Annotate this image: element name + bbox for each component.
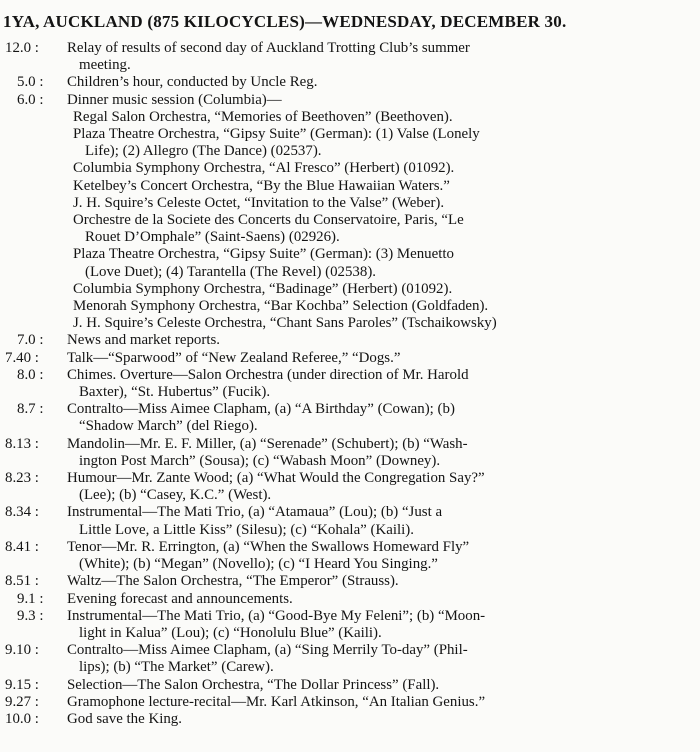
programme-entry: [5, 539, 694, 573]
entry-line: Talk—“Sparwood” of “New Zealand Referee,” “Dogs.”: [67, 349, 401, 366]
programme-list: [5, 40, 694, 728]
entry-line: Evening forecast and announcements.: [67, 590, 293, 607]
entry-line: Chimes. Overture—Salon Orchestra (under direction of Mr. Harold: [67, 366, 469, 383]
entry-line: (Lee); (b) “Casey, K.C.” (West).: [79, 487, 272, 504]
time-separator: :: [31, 710, 39, 727]
programme-entry: [5, 350, 694, 367]
entry-time-label: 9.27: [5, 693, 32, 710]
entry-description: [67, 591, 694, 608]
entry-description: [67, 401, 694, 435]
programme-entry: [5, 332, 694, 349]
entry-line: Instrumental—The Mati Trio, (a) “Atamaua” (Lou); (b) “Just a: [67, 504, 443, 521]
entry-time-label: 8.34: [5, 504, 32, 521]
entry-line: Columbia Symphony Orchestra, “Badinage” (Herbert) (01092).: [73, 280, 453, 297]
entry-time-label: 8.51: [5, 573, 32, 590]
time-separator: :: [35, 607, 44, 624]
entry-line: Ketelbey’s Concert Orchestra, “By the Blue Hawaiian Waters.”: [73, 177, 450, 194]
entry-description: [67, 178, 694, 195]
entry-line: Orchestre de la Societe des Concerts du Conservatoire, Paris, “Le: [73, 212, 464, 229]
entry-line: “Shadow March” (del Riego).: [79, 418, 258, 435]
entry-time-label: 10.0: [5, 710, 32, 727]
entry-line: Dinner music session (Columbia)—: [67, 91, 282, 108]
time-separator: :: [31, 435, 39, 452]
entry-line: Tenor—Mr. R. Errington, (a) “When the Swallows Homeward Fly”: [67, 538, 470, 555]
entry-line: Columbia Symphony Orchestra, “Al Fresco” (Herbert) (01092).: [73, 160, 455, 177]
entry-line: (Love Duet); (4) Tarantella (The Revel) (02538).: [85, 263, 376, 280]
entry-time: [5, 694, 67, 711]
entry-line: Little Love, a Little Kiss” (Silesu); (c) “Kohala” (Kaili).: [79, 521, 414, 538]
entry-time-label: 7.0: [17, 332, 36, 349]
programme-entry: [5, 591, 694, 608]
entry-line: Selection—The Salon Orchestra, “The Dollar Princess” (Fall).: [67, 676, 440, 693]
entry-time: [5, 591, 67, 608]
programme-entry: [5, 160, 694, 177]
programme-entry: [5, 315, 694, 332]
entry-time: [5, 74, 67, 91]
entry-line: Instrumental—The Mati Trio, (a) “Good-Bye My Feleni”; (b) “Moon-: [67, 607, 486, 624]
entry-line: Menorah Symphony Orchestra, “Bar Kochba” Selection (Goldfaden).: [73, 298, 489, 315]
entry-line: J. H. Squire’s Celeste Orchestra, “Chant Sans Paroles” (Tschaikowsky): [73, 315, 497, 332]
entry-description: [67, 74, 694, 91]
programme-entry: [5, 470, 694, 504]
time-separator: :: [31, 470, 39, 487]
programme-entry: [5, 608, 694, 642]
entry-description: [67, 608, 694, 642]
entry-line: Life); (2) Allegro (The Dance) (02537).: [85, 143, 322, 160]
entry-line: J. H. Squire’s Celeste Octet, “Invitation to the Valse” (Weber).: [73, 194, 445, 211]
entry-line: Contralto—Miss Aimee Clapham, (a) “A Birthday” (Cowan); (b): [67, 401, 455, 418]
time-separator: :: [31, 40, 39, 56]
programme-entry: [5, 504, 694, 538]
programme-entry: [5, 195, 694, 212]
entry-time-label: 9.3: [17, 607, 36, 624]
entry-line: God save the King.: [67, 710, 182, 727]
time-separator: :: [31, 538, 39, 555]
entry-description: [67, 109, 694, 126]
entry-line: Waltz—The Salon Orchestra, “The Emperor” (Strauss).: [67, 573, 399, 590]
entry-description: [67, 315, 694, 332]
entry-line: lips); (b) “The Market” (Carew).: [79, 659, 274, 676]
time-separator: :: [35, 590, 44, 607]
programme-entry: [5, 246, 694, 280]
entry-time: [5, 470, 67, 487]
entry-line: Regal Salon Orchestra, “Memories of Beethoven” (Beethoven).: [73, 108, 453, 125]
time-separator: :: [31, 642, 39, 659]
programme-entry: [5, 298, 694, 315]
entry-line: Plaza Theatre Orchestra, “Gipsy Suite” (German): (3) Menuetto: [73, 246, 454, 263]
programme-entry: [5, 677, 694, 694]
entry-line: ington Post March” (Sousa); (c) “Wabash Moon” (Downey).: [79, 452, 441, 469]
entry-description: [67, 504, 694, 538]
time-separator: :: [35, 401, 44, 418]
programme-entry: [5, 642, 694, 676]
entry-line: Mandolin—Mr. E. F. Miller, (a) “Serenade” (Schubert); (b) “Wash-: [67, 435, 468, 452]
entry-description: [67, 711, 694, 728]
entry-time-label: 8.7: [17, 401, 36, 418]
entry-time-label: 12.0: [5, 40, 32, 56]
entry-time: [5, 504, 67, 521]
entry-description: [67, 160, 694, 177]
time-separator: :: [35, 366, 44, 383]
programme-entry: [5, 92, 694, 109]
entry-line: Humour—Mr. Zante Wood; (a) “What Would the Congregation Say?”: [67, 470, 485, 487]
entry-description: [67, 539, 694, 573]
programme-entry: [5, 281, 694, 298]
entry-line: News and market reports.: [67, 332, 220, 349]
entry-description: [67, 281, 694, 298]
station-heading: 1YA, AUCKLAND (875 KILOCYCLES)—WEDNESDAY, DECEMBER 30.: [3, 12, 567, 31]
entry-description: [67, 694, 694, 711]
programme-entry: [5, 711, 694, 728]
entry-time: [5, 539, 67, 556]
entry-line: Children’s hour, conducted by Uncle Reg.: [67, 74, 318, 91]
programme-entry: [5, 367, 694, 401]
time-separator: :: [31, 693, 39, 710]
entry-description: [67, 350, 694, 367]
entry-time-label: 6.0: [17, 91, 36, 108]
entry-description: [67, 92, 694, 109]
entry-time: [5, 573, 67, 590]
entry-description: [67, 436, 694, 470]
programme-entry: [5, 212, 694, 246]
entry-time: [5, 401, 67, 418]
entry-description: [67, 126, 694, 160]
entry-time: [5, 436, 67, 453]
entry-time-label: 8.41: [5, 538, 32, 555]
entry-time-label: 8.0: [17, 366, 36, 383]
entry-description: [67, 367, 694, 401]
time-separator: :: [31, 504, 39, 521]
entry-description: [67, 212, 694, 246]
programme-entry: [5, 401, 694, 435]
entry-line: Relay of results of second day of Auckland Trotting Club’s summer: [67, 40, 470, 56]
entry-line: Plaza Theatre Orchestra, “Gipsy Suite” (German): (1) Valse (Lonely: [73, 126, 480, 143]
entry-time-label: 8.23: [5, 470, 32, 487]
entry-time-label: 8.13: [5, 435, 32, 452]
entry-line: light in Kalua” (Lou); (c) “Honolulu Blue” (Kaili).: [79, 624, 382, 641]
time-separator: :: [35, 332, 44, 349]
time-separator: :: [31, 573, 39, 590]
entry-line: Baxter), “St. Hubertus” (Fucik).: [79, 384, 271, 401]
entry-description: [67, 298, 694, 315]
entry-line: Gramophone lecture-recital—Mr. Karl Atkinson, “An Italian Genius.”: [67, 693, 486, 710]
entry-time: [5, 350, 67, 367]
programme-entry: [5, 573, 694, 590]
time-separator: :: [35, 74, 44, 91]
entry-time-label: 9.15: [5, 676, 32, 693]
entry-time-label: 9.10: [5, 642, 32, 659]
entry-description: [67, 195, 694, 212]
entry-description: [67, 470, 694, 504]
entry-line: (White); (b) “Megan” (Novello); (c) “I Heard You Singing.”: [79, 556, 438, 573]
entry-description: [67, 332, 694, 349]
entry-time: [5, 367, 67, 384]
programme-entry: [5, 126, 694, 160]
entry-time-label: 7.40: [5, 349, 32, 366]
entry-description: [67, 677, 694, 694]
programme-entry: [5, 694, 694, 711]
entry-line: Rouet D’Omphale” (Saint-Saens) (02926).: [85, 229, 340, 246]
entry-time: [5, 40, 67, 57]
entry-time: [5, 677, 67, 694]
entry-time-label: 9.1: [17, 590, 36, 607]
entry-time-label: 5.0: [17, 74, 36, 91]
time-separator: :: [31, 349, 39, 366]
entry-line: Contralto—Miss Aimee Clapham, (a) “Sing Merrily To-day” (Phil-: [67, 642, 468, 659]
entry-line: meeting.: [79, 57, 131, 74]
entry-description: [67, 642, 694, 676]
entry-time: [5, 642, 67, 659]
programme-entry: [5, 74, 694, 91]
entry-description: [67, 246, 694, 280]
time-separator: :: [35, 91, 44, 108]
programme-entry: [5, 109, 694, 126]
time-separator: :: [31, 676, 39, 693]
entry-time: [5, 608, 67, 625]
entry-time: [5, 92, 67, 109]
entry-description: [67, 40, 694, 74]
programme-entry: [5, 178, 694, 195]
entry-time: [5, 332, 67, 349]
entry-time: [5, 711, 67, 728]
entry-description: [67, 573, 694, 590]
programme-entry: [5, 436, 694, 470]
programme-entry: [5, 40, 694, 74]
